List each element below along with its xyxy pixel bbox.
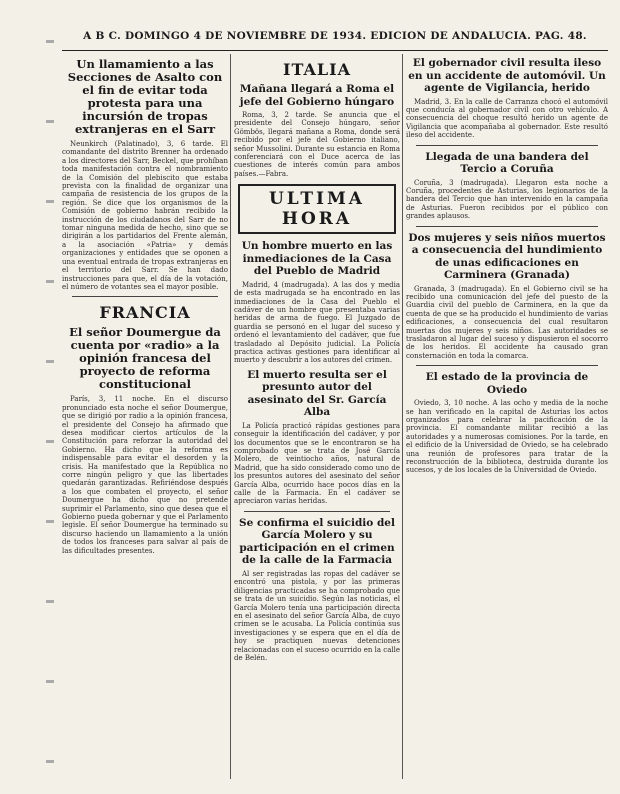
article-body: La Policía practicó rápidas gestiones para conseguir la identificación del cadáver, y por los documentos que se le encontraron se ha comprobado que se trata de José García Molero, de veintiocho años, natural de Madrid, que ha sido considerado como uno de los presuntos autores del asesinato del señor García Alba, ocurrido hace pocos días en la calle de la Farmacia. En el cadáver se apreciaron varias heridas. xyxy=(234,421,400,506)
article-body: Neunkirch (Palatinado), 3, 6 tarde. El comandante del distrito Brenner ha ordenado a los directores del Sarr, Beckel, que prohíban toda manifestación contra el nombramiento de la Comisión del plebiscito que estaba prevista con la finalidad de organizar una campaña de resistencia de los grupos de la región. Se dice que los organismos de la Comisión de gobierno habrán recibido la instrucción de los ciudadanos del Sarr de no tomar ninguna medida de hecho, sino que se dirigirán a los partidarios del Frente alemán, a la asociación «Patria» y demás organizaciones y entidades que se oponen a una eventual entrada de tropas extranjeras en el territorio del Sarr. Se han dado instrucciones para que, el día de la votación, el número de votantes sea el mayor posible. xyxy=(62,140,228,291)
article-headline: El estado de la provincia de Oviedo xyxy=(425,371,589,396)
article-headline: El señor Doumergue da cuenta por «radio» a la opinión francesa del proyecto de reforma constitucional xyxy=(69,325,221,392)
article-body: Oviedo, 3, 10 noche. A las ocho y media de la noche se han verificado en la capital de Asturias los actos organizados para celebrar la pacificación de la provincia. El comandante militar recibió a las autoridades y a numerosas comisiones. Por la tarde, en el edificio de la Universidad de Oviedo, se ha celebrado una reunión de profesores para tratar de la reconstrucción de la biblioteca, destruida durante los sucesos, y de los locales de la Universidad de Oviedo. xyxy=(406,399,608,475)
section-title: FRANCIA xyxy=(99,303,191,323)
article-separator xyxy=(416,145,598,146)
article-body: Coruña, 3 (madrugada). Llegaron esta noche a Coruña, procedentes de Asturias, los legionarios de la bandera del Tercio que han intervenido en la campaña de Asturias. Fueron recibidos por el público con grandes aplausos. xyxy=(406,178,608,221)
article-separator xyxy=(416,226,598,227)
column-2 xyxy=(234,54,400,784)
article-headline: Dos mujeres y seis niños muertos a consecuencia del hundimiento de unas edificaciones en Carminera (Granada) xyxy=(408,231,606,282)
article-body: Madrid, 3. En la calle de Carranza chocó el automóvil que conducía al gobernador civil con otro vehículo. A consecuencia del choque resultó herido un agente de Vigilancia que acompañaba al gobernador. Este resultó ileso del accidente. xyxy=(406,97,608,140)
column-3 xyxy=(406,54,608,784)
article-body: Al ser registradas las ropas del cadáver se encontró una pistola, y por las primeras diligencias practicadas se ha comprobado que se trata de un suicidio. Según las noticias, el García Molero tenía una participación directa en el asesinato del señor García Alba, de cuyo crimen se le acusaba. La Policía continúa sus investigaciones y se espera que en el día de hoy se practiquen nuevas detenciones relacionadas con el suceso ocurrido en la calle de Belén. xyxy=(234,569,400,662)
article-separator xyxy=(72,296,218,297)
article-separator xyxy=(244,511,390,512)
article-body: Roma, 3, 2 tarde. Se anuncia que el presidente del Consejo húngaro, señor Gömbös, llegará mañana a Roma, donde será recibido por el jefe del Gobierno italiano, señor Mussolini. Durante su estancia en Roma conferenciará con el Duce acerca de las cuestiones de interés común para ambos países.—Fabra. xyxy=(234,111,400,178)
article-headline: Un hombre muerto en las inmediaciones de la Casa del Pueblo de Madrid xyxy=(241,240,393,278)
column-1 xyxy=(62,54,228,784)
header-rule xyxy=(62,50,608,51)
section-title: ITALIA xyxy=(282,60,352,79)
article-headline: Llegada de una bandera del Tercio a Coruña xyxy=(425,150,589,176)
article-separator xyxy=(416,365,598,366)
binding-edge xyxy=(46,0,54,794)
column-divider xyxy=(230,54,231,779)
column-divider xyxy=(402,54,403,779)
article-body: París, 3, 11 noche. En el discurso pronunciado esta noche el señor Doumergue, que se dirigió por radio a la opinión francesa, el presidente del Consejo ha afirmado que desea modificar ciertos artículos de la Constitución para reforzar la autoridad del Gobierno. Ha dicho que la reforma es indispensable para evitar el desorden y la crisis. Ha manifestado que la República no corre ningún peligro y que las libertades quedarán garantizadas. Refiriéndose después a los que combaten el proyecto, el señor Doumergue ha dicho que no pretende suprimir el Parlamento, sino que desea que el Gobierno pueda gobernar y que el Parlamento legisle. El señor Doumergue ha terminado su discurso haciendo un llamamiento a la unión de todos los franceses para salvar al país de las dificultades presentes. xyxy=(62,395,228,555)
article-headline: Se confirma el suicidio del García Molero y su participación en el crimen de la calle de la Farmacia xyxy=(239,516,395,567)
article-headline: Mañana llegará a Roma el jefe del Gobierno húngaro xyxy=(239,83,395,108)
page-header: A B C. DOMINGO 4 DE NOVIEMBRE DE 1934. EDICION DE ANDALUCIA. PAG. 48. xyxy=(83,30,587,42)
article-body: Granada, 3 (madrugada). En el Gobierno civil se ha recibido una comunicación del jefe del puesto de la Guardia civil del pueblo de Carminera, en la que da cuenta de que se ha producido el hundimiento de varias edificaciones, a consecuencia del cual resultaron muertas dos mujeres y seis niños. Las autoridades se trasladaron al lugar del suceso y dispusieron el socorro de los heridos. El accidente ha causado gran consternación en toda la comarca. xyxy=(406,284,608,360)
article-headline: Un llamamiento a las Secciones de Asalto con el fin de evitar toda protesta para una incursión de tropas extranjeras en el Sarr xyxy=(67,57,223,136)
last-hour-banner: ULTIMA HORA xyxy=(238,184,396,234)
article-headline: El gobernador civil resulta ileso en un accidente de automóvil. Un agente de Vigilancia, herido xyxy=(408,57,606,94)
article-body: Madrid, 4 (madrugada). A las dos y media de esta madrugada se ha encontrado en las inmediaciones de la Casa del Pueblo el cadáver de un hombre que presentaba varias heridas de arma de fuego. El Juzgado de guardia se personó en el lugar del suceso y ordenó el levantamiento del cadáver, que fue trasladado al Depósito judicial. La Policía practica activas gestiones para identificar al muerto y descubrir a los autores del crimen. xyxy=(234,280,400,365)
article-headline: El muerto resulta ser el presunto autor del asesinato del Sr. García Alba xyxy=(247,368,387,419)
